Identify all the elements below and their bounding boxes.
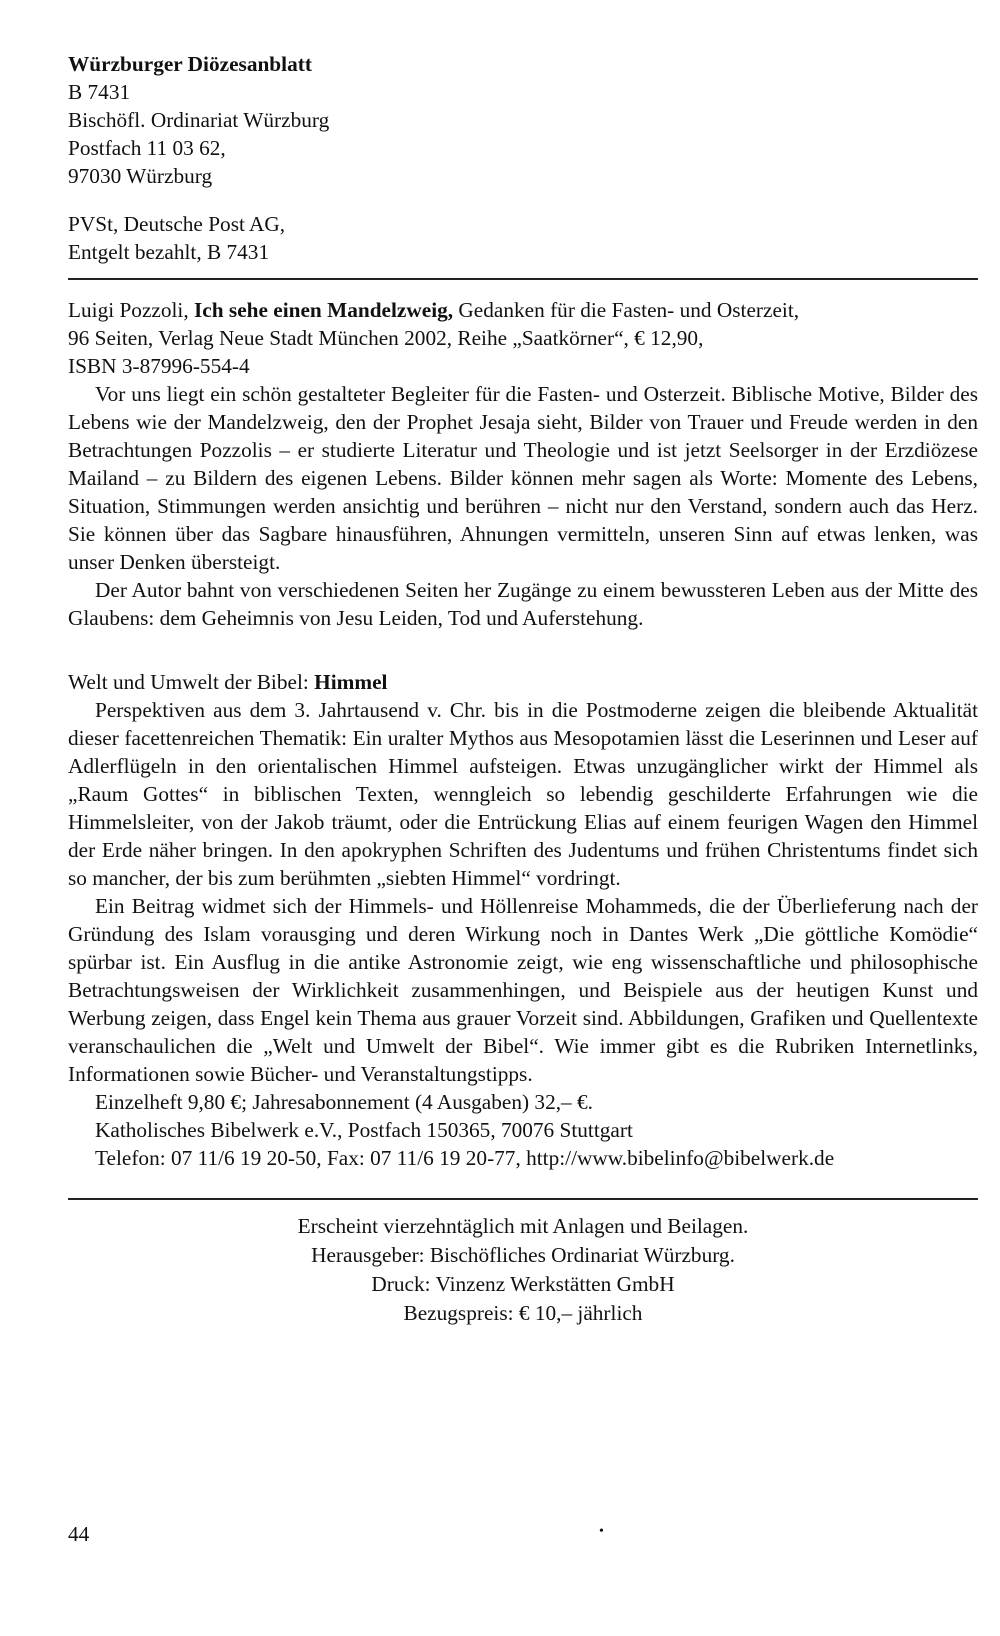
footer-publisher: Herausgeber: Bischöfliches Ordinariat Würzburg. [311,1243,735,1267]
publication-code: B 7431 [68,80,131,104]
review1-title: Ich sehe einen Mandelzweig, [194,298,454,322]
bullet-mark: • [599,1524,604,1539]
publication-title: Würzburger Diözesanblatt [68,52,312,76]
review1-author: Luigi Pozzoli, [68,298,189,322]
review1-subtitle: Gedanken für die Fasten- und Osterzeit, [458,298,800,322]
review2-publisher: Katholisches Bibelwerk e.V., Postfach 150365, 70076 Stuttgart [95,1118,633,1142]
review-mandelzweig [68,296,978,632]
footer-price: Bezugspreis: € 10,– jährlich [403,1301,643,1325]
postal-service: PVSt, Deutsche Post AG, [68,212,286,236]
postage-fee: Entgelt bezahlt, B 7431 [68,240,270,264]
review2-contact: Telefon: 07 11/6 19 20-50, Fax: 07 11/6 19 20-77, http://www.bibelinfo@bibelwerk.de [95,1146,835,1170]
review1-heading [68,296,978,324]
review2-title: Himmel [314,670,388,694]
sender-postbox: Postfach 11 03 62, [68,136,226,160]
review-himmel [68,668,978,1172]
footer-printer: Druck: Vinzenz Werkstätten GmbH [371,1272,675,1296]
address-block [68,50,978,266]
review2-series: Welt und Umwelt der Bibel: [68,670,309,694]
review2-paragraph-2: Ein Beitrag widmet sich der Himmels- und Höllenreise Mohammeds, die der Überlieferung nach der Gründung des Islam vorausging und deren Wirkung noch in Dantes Werk „Die göttliche Komödie“ spürbar ist. Ein Ausflug in die antike Astronomie zeigt, wie eng wissenschaftliche und philosophische Betrachtungsweisen der Wirklichkeit zusammenhingen, und Beispiele aus der heutigen Kunst und Werbung zeigen, dass Engel kein Thema aus grauer Vorzeit sind. Abbildungen, Grafiken und Quellentexte veranschaulichen die „Welt und Umwelt der Bibel“. Wie immer gibt es die Rubriken Internetlinks, Informationen sowie Bücher- und Veranstaltungstipps. [68,894,978,1086]
review1-paragraph-2: Der Autor bahnt von verschiedenen Seiten her Zugänge zu einem bewussteren Leben aus der Mitte des Glaubens: dem Geheimnis von Jesu Leiden, Tod und Auferstehung. [68,578,978,630]
divider-top [68,278,978,280]
review1-paragraph-1: Vor uns liegt ein schön gestalteter Begleiter für die Fasten- und Osterzeit. Biblische Motive, Bilder des Lebens wie der Mandelzweig, den der Prophet Jesaja sieht, Bilder von Trauer und Freude werden in den Betrachtungen Pozzolis – er studierte Literatur und Theologie und ist jetzt Seelsorger in der Erzdiözese Mailand – zu Bildern des eigenen Lebens. Bilder können mehr sagen als Worte: Momente des Lebens, Situation, Stimmungen werden ansichtig und berühren – nicht nur den Verstand, sondern auch das Herz. Sie können über das Sagbare hinausführen, Ahnungen vermitteln, unseren Sinn auf etwas lenken, was unser Denken übersteigt. [68,382,978,574]
imprint-footer [68,1212,978,1328]
review2-prices: Einzelheft 9,80 €; Jahresabonnement (4 Ausgaben) 32,– €. [95,1090,593,1114]
document-page [68,50,978,1328]
review2-heading [68,668,978,696]
footer-frequency: Erscheint vierzehntäglich mit Anlagen und Beilagen. [297,1214,749,1238]
sender-city: 97030 Würzburg [68,164,213,188]
review2-paragraph-1: Perspektiven aus dem 3. Jahrtausend v. Chr. bis in die Postmoderne zeigen die bleibende Aktualität dieser facettenreichen Thematik: Ein uralter Mythos aus Mesopotamien lässt die Leserinnen und Leser auf Adlerflügeln in den orientalischen Himmel aufsteigen. Etwas unzugänglicher wirkt der Himmel als „Raum Gottes“ in biblischen Texten, wenngleich so lebendig geschilderte Erfahrungen wie die Himmelsleiter, von der Jakob träumt, oder die Entrückung Elias auf einem feurigen Wagen den Himmel der Erde näher bringen. In den apokryphen Schriften des Judentums und frühen Christentums findet sich so mancher, der bis zum berühmten „siebten Himmel“ vordringt. [68,698,978,890]
page-number: 44 [68,1522,90,1546]
divider-bottom [68,1198,978,1200]
review1-details: 96 Seiten, Verlag Neue Stadt München 2002, Reihe „Saatkörner“, € 12,90, [68,326,704,350]
review1-isbn: ISBN 3-87996-554-4 [68,354,250,378]
sender-name: Bischöfl. Ordinariat Würzburg [68,108,330,132]
